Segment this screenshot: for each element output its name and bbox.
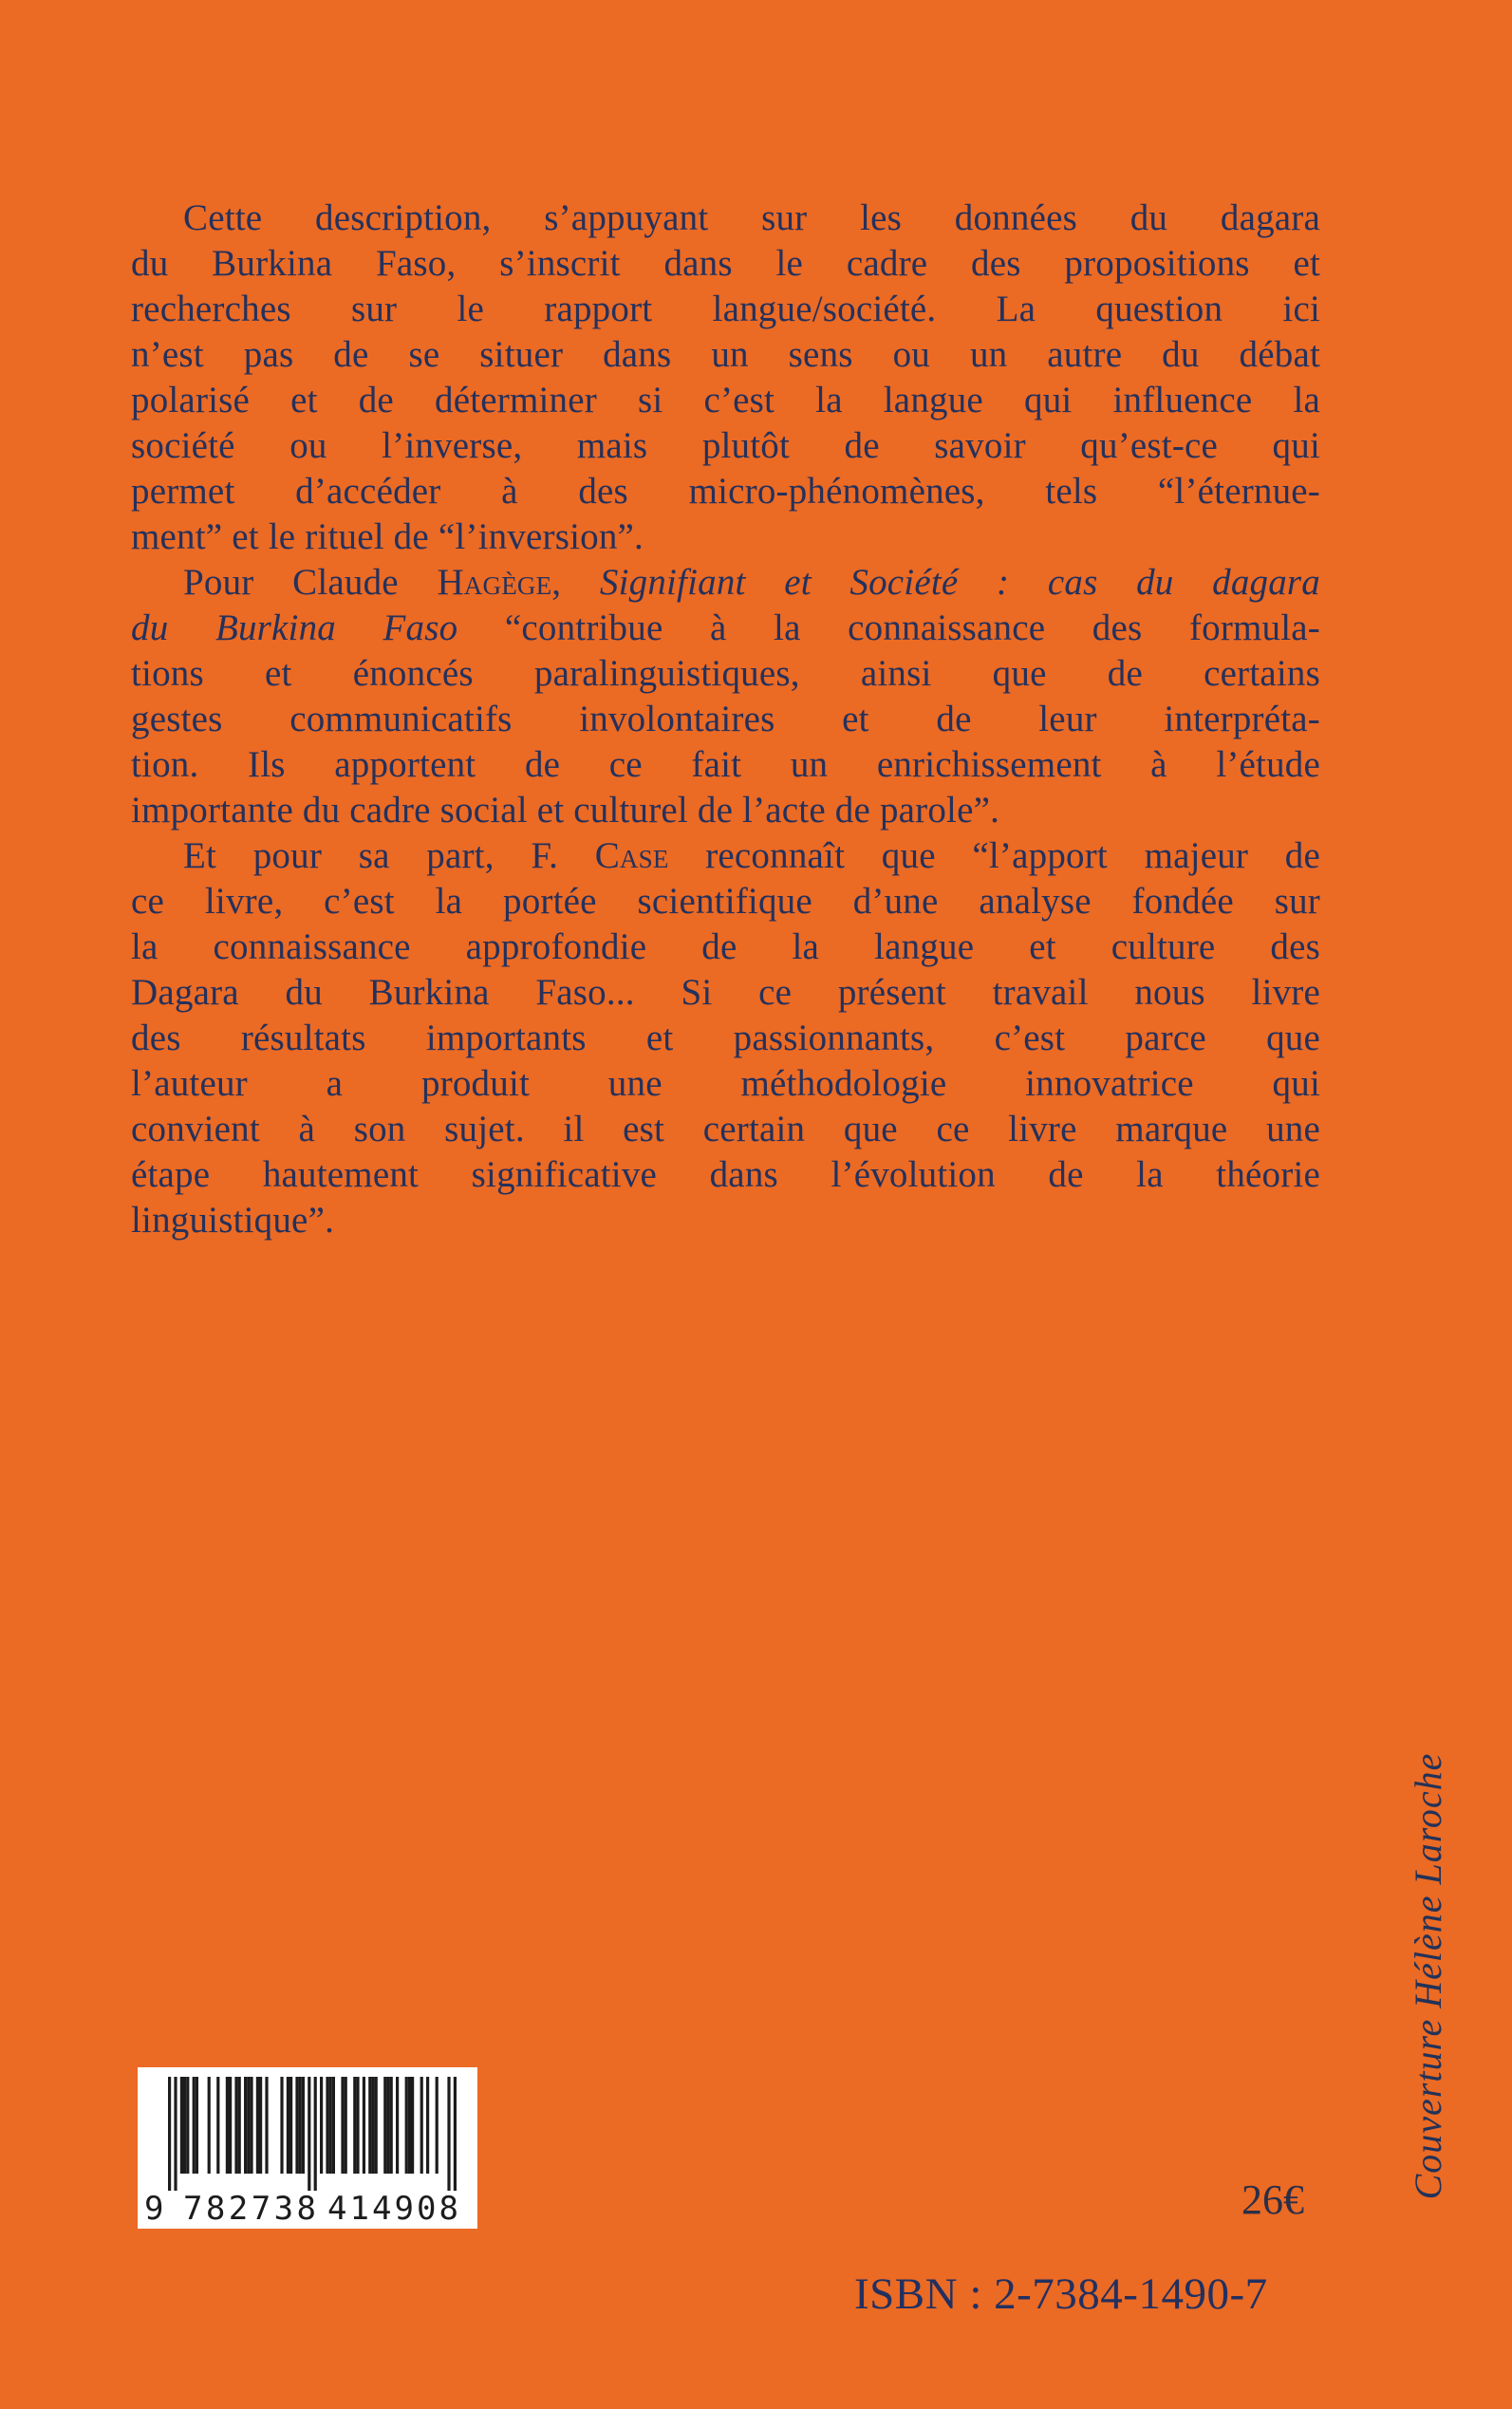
barcode-bar <box>405 2077 408 2174</box>
text-segment: reconnaît que “l’apport majeur de <box>668 835 1320 876</box>
text-line <box>131 833 1320 879</box>
barcode-bar <box>326 2077 328 2174</box>
barcode-bar <box>265 2077 268 2174</box>
barcode-bar <box>341 2077 344 2174</box>
barcode-bar <box>345 2077 347 2174</box>
barcode-bar <box>363 2077 365 2174</box>
text-line <box>131 287 1320 332</box>
barcode-bar <box>299 2077 302 2174</box>
barcode-bar <box>332 2077 335 2174</box>
text-line <box>131 423 1320 469</box>
text-line <box>131 514 1320 560</box>
text-segment: recherches sur le rapport langue/société. La question ici <box>131 289 1320 329</box>
barcode-bar <box>386 2077 389 2174</box>
text-line <box>131 1061 1320 1107</box>
text-segment: Signifiant et Société : cas du dagara <box>599 562 1321 603</box>
barcode-bar <box>247 2077 250 2174</box>
text-segment: étape hautement significative dans l’évolution de la théorie <box>131 1154 1320 1195</box>
text-line <box>131 469 1320 514</box>
barcode-bar <box>256 2077 259 2174</box>
barcode-bar <box>390 2077 393 2174</box>
text-line <box>131 1107 1320 1152</box>
text-line <box>131 879 1320 924</box>
text-line <box>131 1198 1320 1243</box>
text-segment: linguistique”. <box>131 1200 335 1241</box>
price-label: 26€ <box>1241 2176 1304 2223</box>
barcode-bar <box>238 2077 241 2174</box>
text-segment: société ou l’inverse, mais plutôt de savoir qu’est-ce qui <box>131 425 1320 466</box>
text-segment: “contribue à la connaissance des formula- <box>457 607 1320 648</box>
barcode-bar <box>174 2077 177 2191</box>
text-segment: l’auteur a produit une méthodologie innovatrice qui <box>131 1063 1320 1104</box>
barcode-bar <box>454 2077 457 2191</box>
barcode-bar <box>447 2077 450 2191</box>
barcode-bar <box>168 2077 171 2191</box>
text-segment: Cette description, s’appuyant sur les données du dagara <box>183 197 1320 238</box>
text-segment: gestes communicatifs involontaires et de leur interpréta- <box>131 699 1320 739</box>
text-line <box>131 651 1320 697</box>
text-line <box>131 788 1320 833</box>
text-segment: , <box>551 562 600 603</box>
barcode-bar <box>196 2077 198 2174</box>
barcode-bar <box>408 2077 411 2174</box>
barcode-bar <box>229 2077 232 2174</box>
text-segment: des résultats importants et passionnants, c’est parce que <box>131 1018 1320 1058</box>
barcode-bar <box>216 2077 219 2174</box>
barcode-bar <box>383 2077 386 2174</box>
text-line <box>131 560 1320 606</box>
isbn-label: ISBN : 2-7384-1490-7 <box>854 2269 1268 2319</box>
text-segment: convient à son sujet. il est certain que ce livre marque une <box>131 1109 1320 1149</box>
barcode-bar <box>183 2077 186 2174</box>
barcode-bar <box>259 2077 262 2174</box>
text-segment: Et pour sa part, F. <box>183 835 595 876</box>
barcode-bar <box>329 2077 332 2174</box>
text-line <box>131 1016 1320 1061</box>
cover-credit: Couverture Hélène Laroche <box>1407 1752 1449 2200</box>
text-segment: polarisé et de déterminer si c’est la langue qui influence la <box>131 380 1320 420</box>
barcode-bar <box>287 2077 289 2174</box>
text-line <box>131 378 1320 423</box>
barcode-bar <box>234 2077 237 2174</box>
barcode-bar <box>186 2077 189 2174</box>
barcode-bar <box>353 2077 356 2174</box>
barcode-bar <box>411 2077 414 2174</box>
text-segment: Dagara du Burkina Faso... Si ce présent travail nous livre <box>131 972 1320 1013</box>
text-segment: n’est pas de se situer dans un sens ou un autre du débat <box>131 334 1320 375</box>
barcode-digits: 782738 <box>183 2190 316 2228</box>
text-line <box>131 332 1320 378</box>
text-line <box>131 606 1320 651</box>
barcode-bar <box>244 2077 247 2174</box>
text-segment: tions et énoncés paralinguistiques, ainsi que de certains <box>131 653 1320 694</box>
barcode-bar <box>320 2077 323 2174</box>
barcode-bar <box>314 2077 317 2191</box>
barcode-bar <box>436 2077 439 2174</box>
text-line <box>131 196 1320 241</box>
barcode-bar <box>280 2077 283 2174</box>
text-segment: du Burkina Faso <box>131 607 458 648</box>
barcode <box>138 2067 477 2229</box>
barcode-digits: 414908 <box>327 2190 458 2228</box>
barcode-bar <box>295 2077 298 2174</box>
text-line <box>131 241 1320 287</box>
text-line <box>131 924 1320 970</box>
text-line <box>131 742 1320 788</box>
barcode-bar <box>302 2077 305 2174</box>
text-segment: ce livre, c’est la portée scientifique d’une analyse fondée sur <box>131 881 1320 922</box>
barcode-bar <box>250 2077 252 2174</box>
text-segment: importante du cadre social et culturel de l’acte de parole”. <box>131 790 1000 831</box>
barcode-bar <box>226 2077 229 2174</box>
barcode-bar <box>208 2077 211 2174</box>
barcode-panel <box>138 2067 477 2229</box>
barcode-bar <box>289 2077 292 2174</box>
text-segment: tion. Ils apportent de ce fait un enrichissement à l’étude <box>131 744 1320 785</box>
barcode-digits: 9 <box>144 2190 164 2228</box>
barcode-bar <box>371 2077 374 2174</box>
barcode-bar <box>180 2077 183 2174</box>
text-segment: ment” et le rituel de “l’inversion”. <box>131 516 644 557</box>
barcode-bar <box>420 2077 423 2174</box>
text-segment: la connaissance approfondie de la langue et culture des <box>131 926 1320 967</box>
text-line <box>131 1152 1320 1198</box>
barcode-bar <box>308 2077 310 2191</box>
barcode-bar <box>193 2077 196 2174</box>
barcode-bar <box>396 2077 399 2174</box>
text-line <box>131 697 1320 742</box>
text-line <box>131 970 1320 1016</box>
text-segment: Hagège <box>437 562 552 603</box>
blurb-text <box>131 196 1320 1243</box>
barcode-bar <box>356 2077 359 2174</box>
barcode-bar <box>426 2077 429 2174</box>
text-segment: Pour Claude <box>183 562 438 603</box>
text-segment: du Burkina Faso, s’inscrit dans le cadre des propositions et <box>131 243 1320 284</box>
barcode-bar <box>368 2077 371 2174</box>
text-segment: permet d’accéder à des micro-phénomènes, tels “l’éternue- <box>131 471 1320 512</box>
barcode-bar <box>375 2077 378 2174</box>
text-segment: Case <box>594 835 669 876</box>
